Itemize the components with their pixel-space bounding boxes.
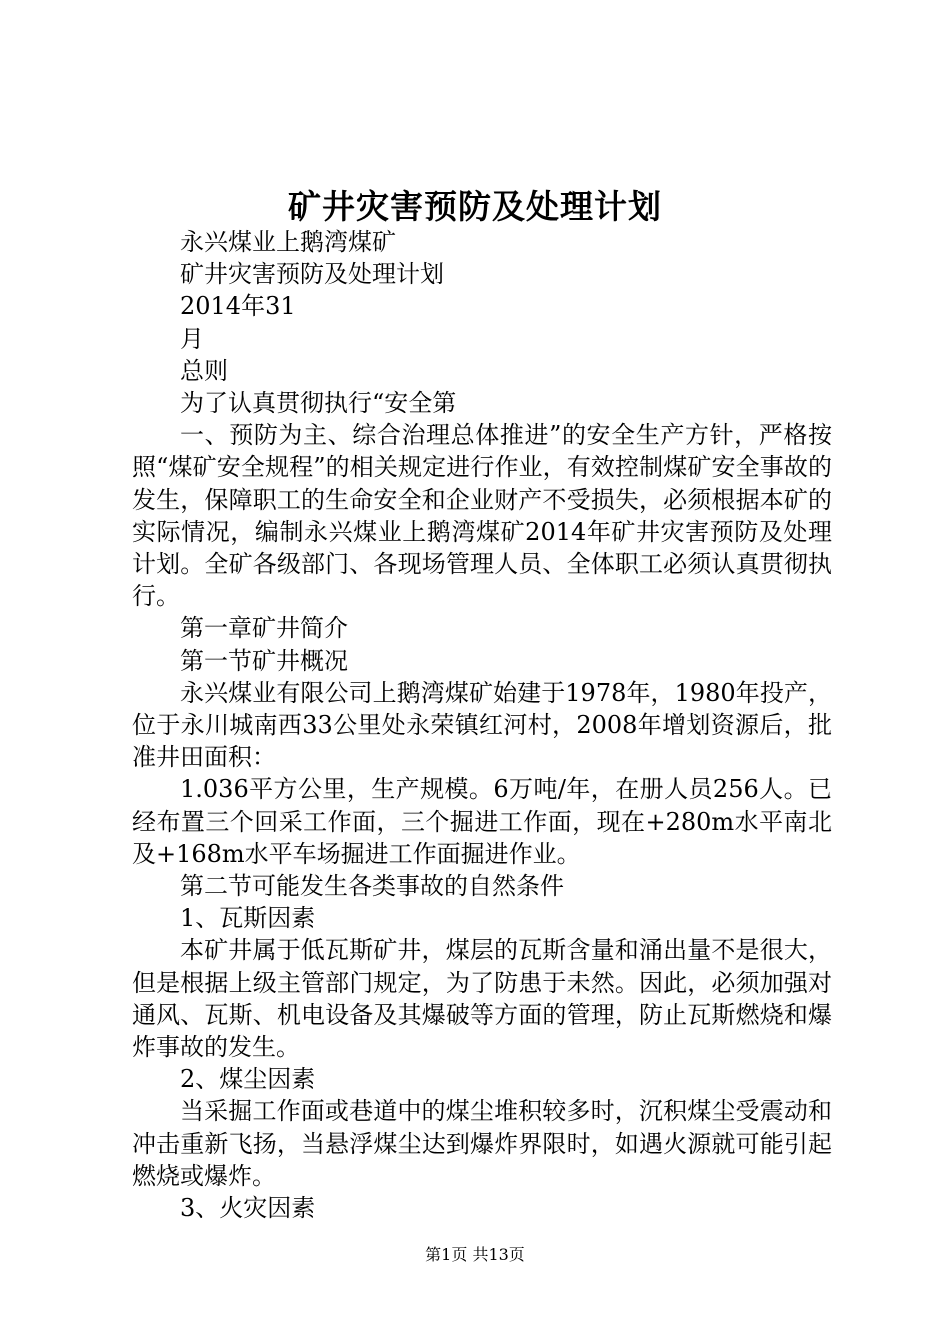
paragraph-mine-overview: 永兴煤业有限公司上鹅湾煤矿始建于1978年，1980年投产，位于永川城南西33公里处永荣镇红河村，2008年增划资源后，批准井田面积： [132, 678, 832, 772]
paragraph-dust-body: 当采掘工作面或巷道中的煤尘堆积较多时，沉积煤尘受震动和冲击重新飞扬，当悬浮煤尘达到爆炸界限时，如遇火源就可能引起燃烧或爆炸。 [132, 1097, 832, 1190]
page-footer: 第1页 共13页 [425, 1245, 525, 1264]
paragraph-section-1-heading: 第一节矿井概况 [180, 646, 348, 675]
paragraph-gas-heading: 1、瓦斯因素 [180, 904, 316, 933]
paragraph-chapter-1-heading: 第一章矿井简介 [180, 614, 348, 643]
paragraph-date-year: 2014年31 [180, 292, 296, 321]
paragraph-general-heading: 总则 [180, 356, 228, 385]
paragraph-fire-heading: 3、火灾因素 [180, 1194, 316, 1223]
paragraph-dust-heading: 2、煤尘因素 [180, 1065, 316, 1094]
document-title: 矿井灾害预防及处理计划 [288, 187, 662, 226]
paragraph-section-2-heading: 第二节可能发生各类事故的自然条件 [180, 872, 564, 901]
paragraph-date-month: 月 [180, 324, 204, 353]
paragraph-mine-name: 永兴煤业上鹅湾煤矿 [180, 228, 396, 256]
paragraph-mine-scale: 1.036平方公里，生产规模。6万吨/年，在册人员256人。已经布置三个回采工作面，三个掘进工作面，现在+280m水平南北及+168m水平车场掘进工作面掘进作业。 [132, 775, 832, 868]
document-body [132, 226, 832, 1224]
paragraph-policy: 一、预防为主、综合治理总体推进”的安全生产方针，严格按照“煤矿安全规程”的相关规定进行作业，有效控制煤矿安全事故的发生，保障职工的生命安全和企业财产不受损失，必须根据本矿的实际情况，编制永兴煤业上鹅湾煤矿2014年矿井灾害预防及处理计划。全矿各级部门、各现场管理人员、全体职工必须认真贯彻执行。 [132, 421, 832, 611]
paragraph-intro: 为了认真贯彻执行“安全第 [180, 389, 457, 418]
paragraph-plan-name: 矿井灾害预防及处理计划 [180, 260, 444, 289]
paragraph-gas-body: 本矿井属于低瓦斯矿井，煤层的瓦斯含量和涌出量不是很大，但是根据上级主管部门规定，为了防患于未然。因此，必须加强对通风、瓦斯、机电设备及其爆破等方面的管理，防止瓦斯燃烧和爆炸事故的发生。 [132, 936, 832, 1062]
